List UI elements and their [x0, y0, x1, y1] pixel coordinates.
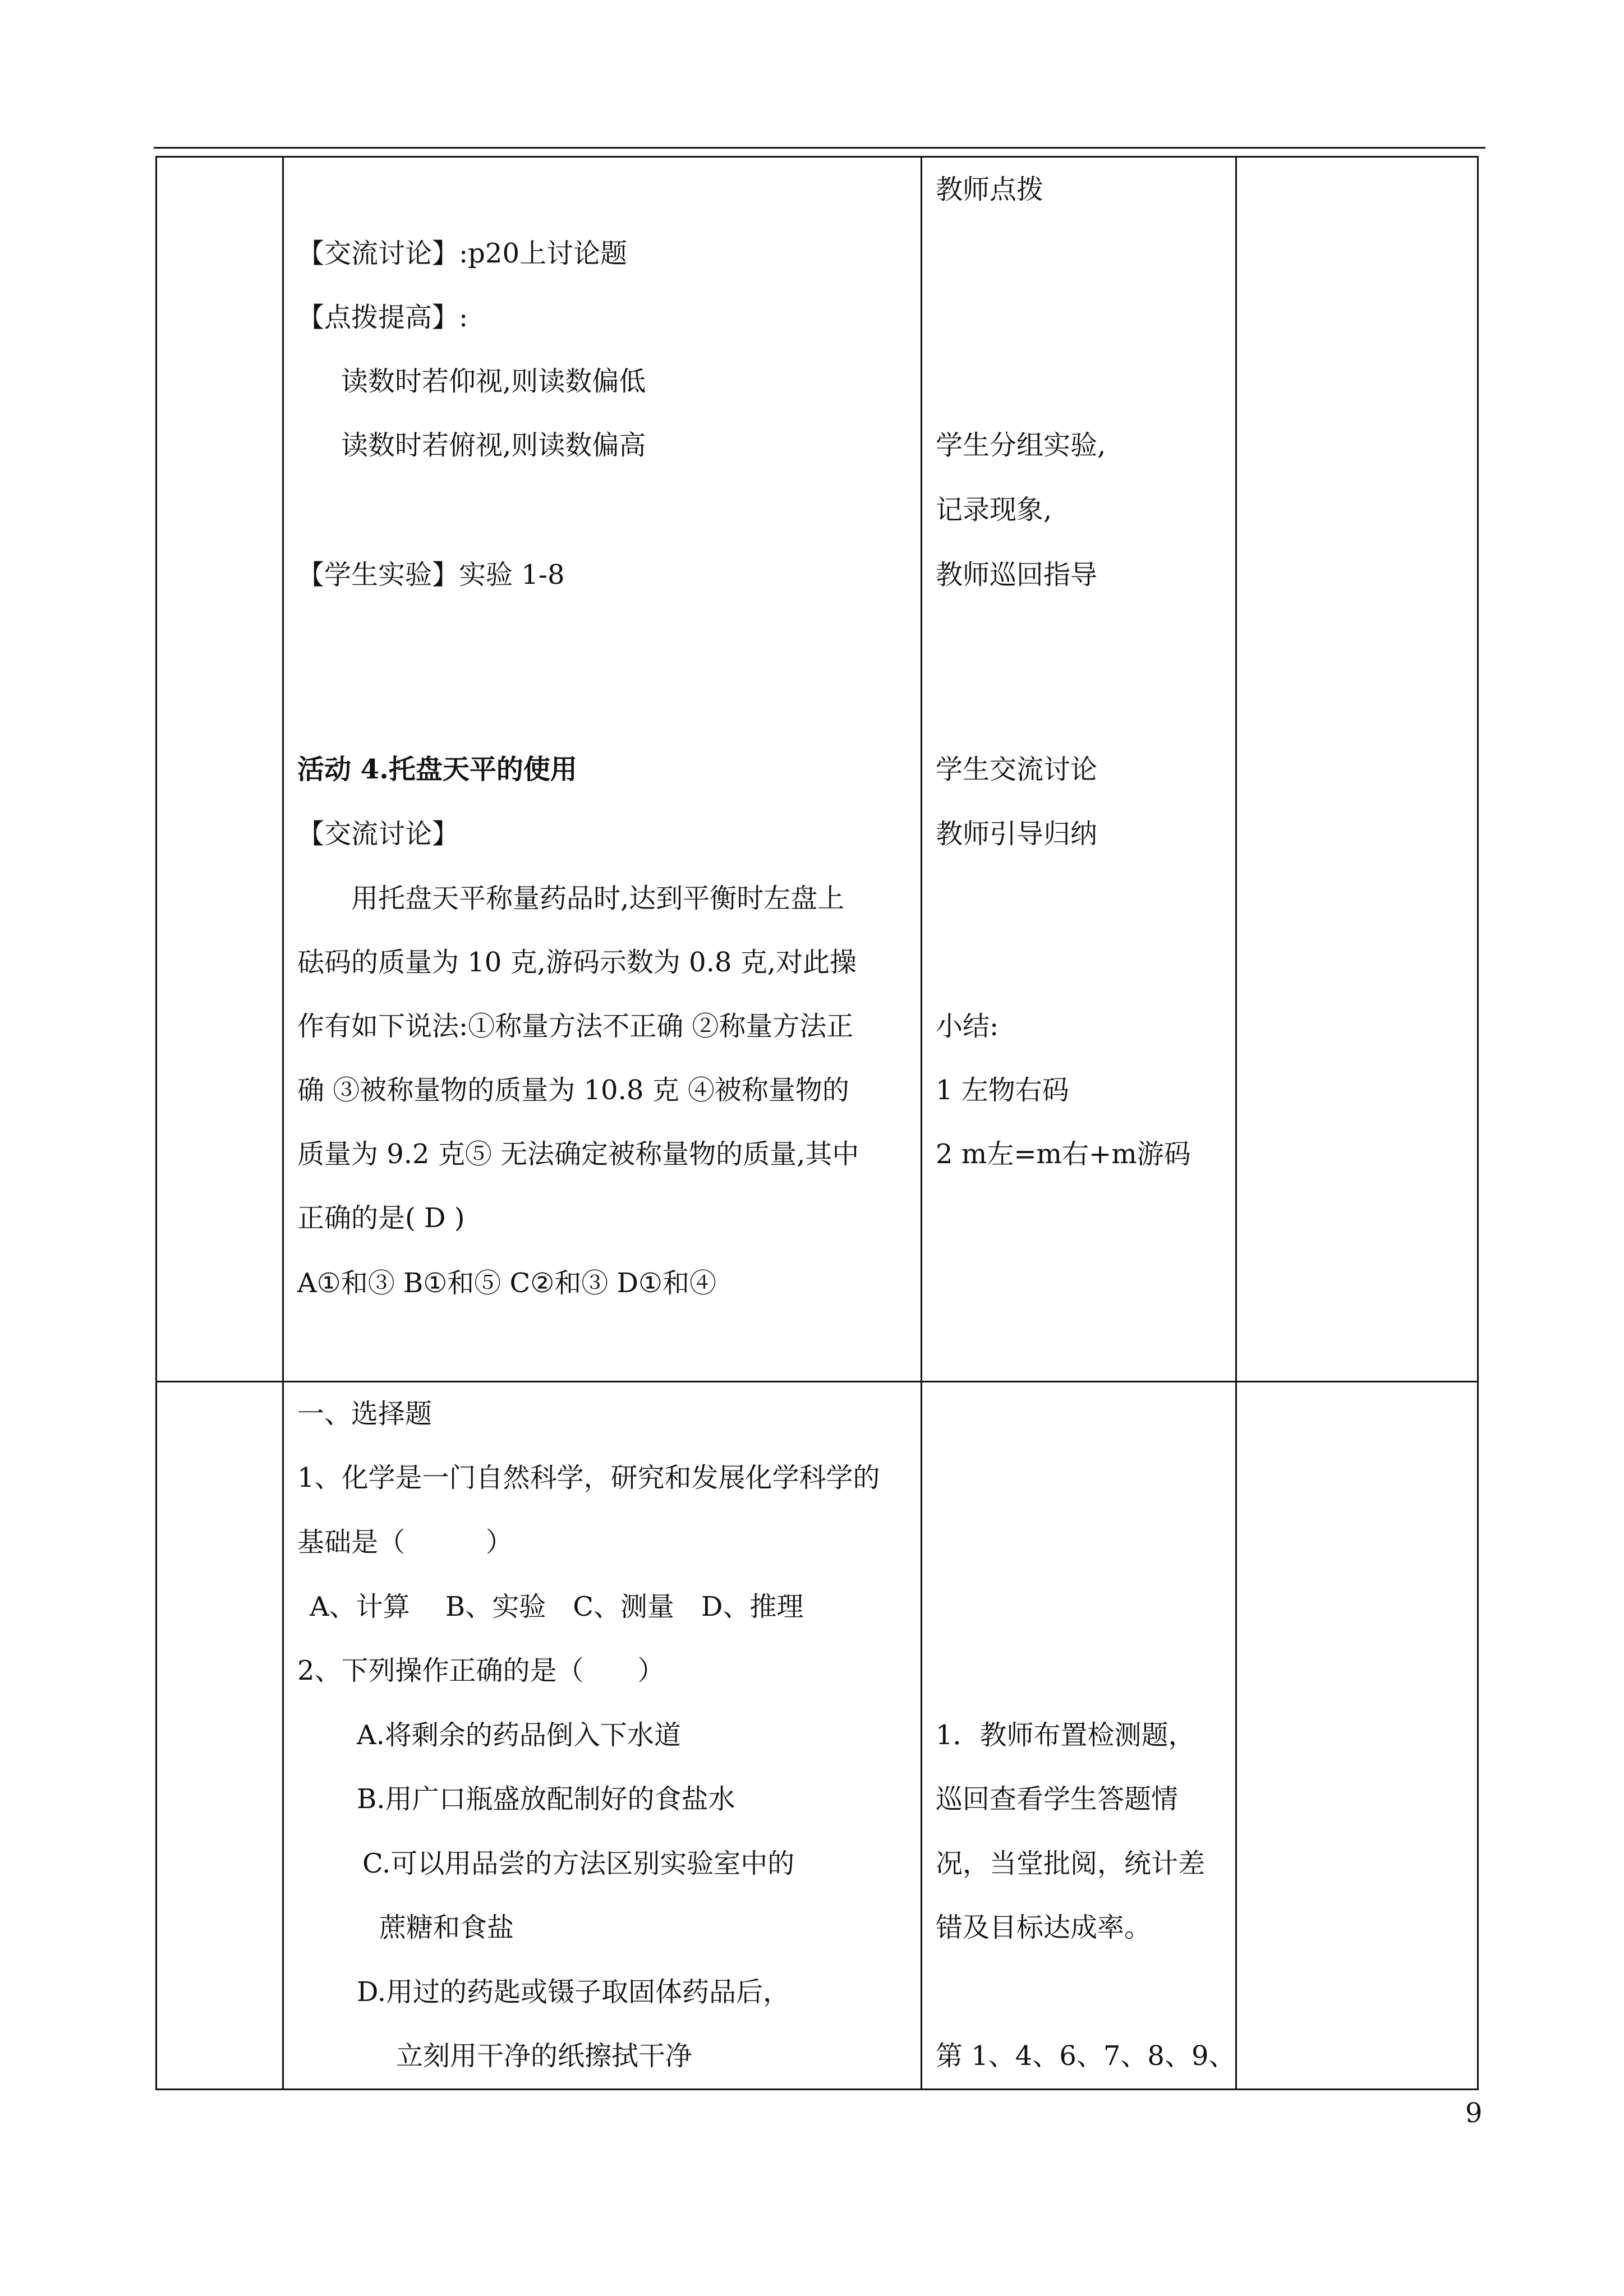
option-line: B.用广口瓶盛放配制好的食盐水	[357, 1783, 735, 1815]
section-heading: 一、选择题	[297, 1398, 433, 1430]
guidance-heading: 【点拨提高】:	[297, 302, 468, 333]
table-border-left	[155, 156, 157, 2090]
experiment-heading: 【学生实验】实验 1-8	[297, 559, 565, 591]
table-border-bottom	[155, 2088, 1479, 2090]
discussion-heading: 【交流讨论】:p20上讨论题	[297, 238, 627, 269]
question-text-line: 2、下列操作正确的是（ ）	[297, 1655, 665, 1686]
note-line: 教师巡回指导	[936, 559, 1098, 591]
reading-tip-line: 读数时若仰视,则读数偏低	[341, 366, 646, 397]
question-text-line: 正确的是( D )	[297, 1202, 465, 1234]
activity-title: 活动 4.托盘天平的使用	[297, 754, 577, 785]
question-text-line: 基础是（ ）	[297, 1527, 513, 1558]
question-text-line: 作有如下说法:①称量方法不正确 ②称量方法正	[297, 1011, 854, 1042]
reading-tip-line: 读数时若俯视,则读数偏高	[341, 430, 646, 461]
table-border-right	[1477, 156, 1479, 2090]
header-rule	[154, 147, 1485, 149]
table-border-top	[155, 156, 1479, 158]
section-divider	[155, 1381, 1479, 1382]
note-line: 错及目标达成率。	[936, 1912, 1152, 1943]
option-line: 立刻用干净的纸擦拭干净	[396, 2040, 693, 2072]
question-text-line: 确 ③被称量物的质量为 10.8 克 ④被称量物的	[297, 1075, 849, 1106]
note-line: 1．教师布置检测题，	[936, 1719, 1195, 1751]
option-line: C.可以用品尝的方法区别实验室中的	[362, 1848, 795, 1879]
page-number: 9	[1465, 2097, 1483, 2129]
summary-line: 2 m左=m右+m游码	[936, 1138, 1191, 1170]
summary-line: 1 左物右码	[936, 1075, 1069, 1106]
note-line: 教师点拨	[936, 174, 1044, 205]
table-divider-2	[921, 156, 922, 2090]
note-line: 教师引导归纳	[936, 818, 1098, 850]
note-line: 记录现象,	[936, 494, 1052, 525]
question-text-line: 用托盘天平称量药品时,达到平衡时左盘上	[351, 883, 845, 914]
option-line: A.将剩余的药品倒入下水道	[357, 1719, 681, 1751]
option-line: 蔗糖和食盐	[379, 1912, 514, 1943]
question-text-line: 质量为 9.2 克⑤ 无法确定被称量物的质量,其中	[297, 1138, 859, 1170]
question-text-line: 1、化学是一门自然科学，研究和发展化学科学的	[297, 1462, 880, 1493]
note-line: 巡回查看学生答题情	[936, 1783, 1179, 1815]
note-line: 学生分组实验,	[936, 430, 1106, 461]
discussion-heading: 【交流讨论】	[297, 818, 459, 850]
note-line: 第 1、4、6、7、8、9、	[936, 2040, 1236, 2072]
table-divider-1	[282, 156, 284, 2090]
table-divider-3	[1235, 156, 1237, 2090]
summary-heading: 小结:	[936, 1011, 999, 1042]
answer-options: A、计算 B、实验 C、测量 D、推理	[310, 1591, 804, 1622]
option-line: D.用过的药匙或镊子取固体药品后，	[357, 1976, 790, 2008]
question-text-line: 砝码的质量为 10 克,游码示数为 0.8 克,对此操	[297, 947, 857, 978]
answer-options: A①和③ B①和⑤ C②和③ D①和④	[297, 1267, 717, 1299]
note-line: 况，当堂批阅，统计差	[936, 1848, 1206, 1879]
note-line: 学生交流讨论	[936, 754, 1098, 785]
